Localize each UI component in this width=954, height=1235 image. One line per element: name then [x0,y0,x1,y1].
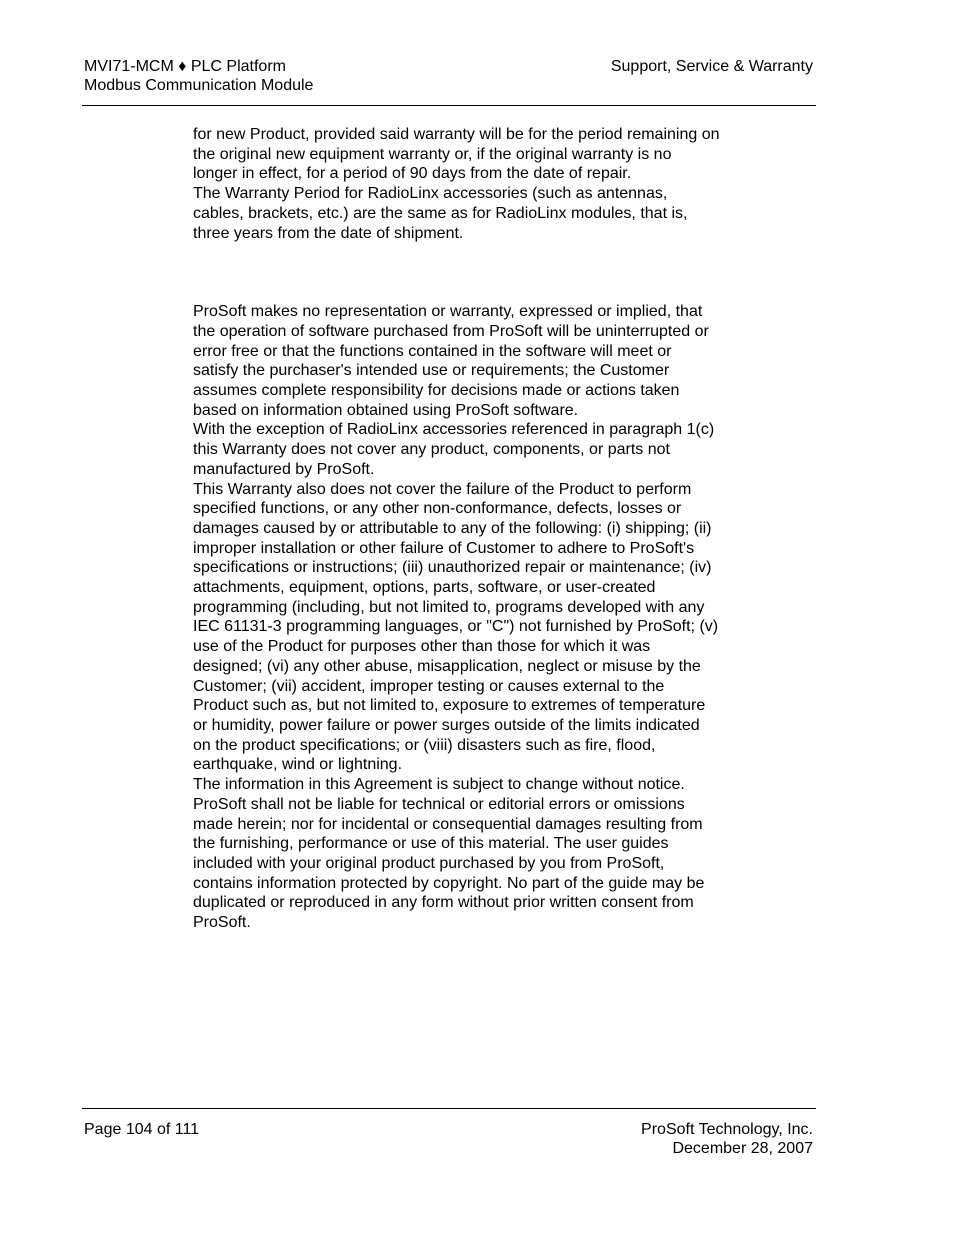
page-header-left [84,57,313,95]
footer-divider [82,1108,816,1109]
software-disclaimer-paragraph: ProSoft makes no representation or warranty, expressed or implied, that the operation of software purchased from ProSoft will be uninterrupted or error free or that the functions contained in the software will meet or satisfy the purchaser's intended use or requirements; the Customer assumes complete responsibility for decisions made or actions taken based on information obtained using ProSoft software. [193,303,709,419]
page-footer-right [641,1120,813,1158]
radiolinx-accessories-paragraph: The Warranty Period for RadioLinx accessories (such as antennas, cables, brackets, etc.) are the same as for RadioLinx modules, that is, three years from the date of shipment. [193,185,688,242]
publication-date: December 28, 2007 [672,1140,813,1157]
product-title: MVI71-MCM ♦ PLC Platform [84,58,286,75]
section-gap [193,243,768,302]
warranty-repair-paragraph: for new Product, provided said warranty will be for the period remaining on the original new equipment warranty or, if the original warranty is no longer in effect, for a period of 90 days from the date of repair. [193,126,720,183]
liability-paragraph: The information in this Agreement is subject to change without notice. ProSoft shall not be liable for technical or editorial errors or omissions made herein; nor for incidental or consequential damages resulting from the furnishing, performance or use of this material. The user guides included with your original product purchased by you from ProSoft, contains information protected by copyright. No part of the guide may be duplicated or reproduced in any form without prior written consent from ProSoft. [193,776,705,932]
section-title: Support, Service & Warranty [610,58,813,75]
header-divider [82,105,816,106]
page-body [193,125,768,933]
page-number: Page 104 of 111 [84,1121,200,1138]
exception-paragraph: With the exception of RadioLinx accessories referenced in paragraph 1(c) this Warranty does not cover any product, components, or parts not manufactured by ProSoft. [193,421,715,478]
product-subtitle: Modbus Communication Module [84,77,314,94]
company-name: ProSoft Technology, Inc. [641,1121,813,1138]
exclusions-paragraph: This Warranty also does not cover the failure of the Product to perform specified functions, or any other non-conformance, defects, losses or damages caused by or attributable to any of the following: (i) shipping; (ii) improper installation or other failure of Customer to adhere to ProSoft's specifications or instructions; (iii) unauthorized repair or maintenance; (iv) attachments, equipment, options, parts, software, or user-created programming (including, but not limited to, programs developed with any IEC 61131-3 programming languages, or "C") not furnished by ProSoft; (v) use of the Product for purposes other than those for which it was designed; (vi) any other abuse, misapplication, neglect or misuse by the Customer; (vii) accident, improper testing or causes external to the Product such as, but not limited to, exposure to extremes of temperature or humidity, power failure or power surges outside of the limits indicated on the product specifications; or (viii) disasters such as fire, flood, earthquake, wind or lightning. [193,480,719,774]
